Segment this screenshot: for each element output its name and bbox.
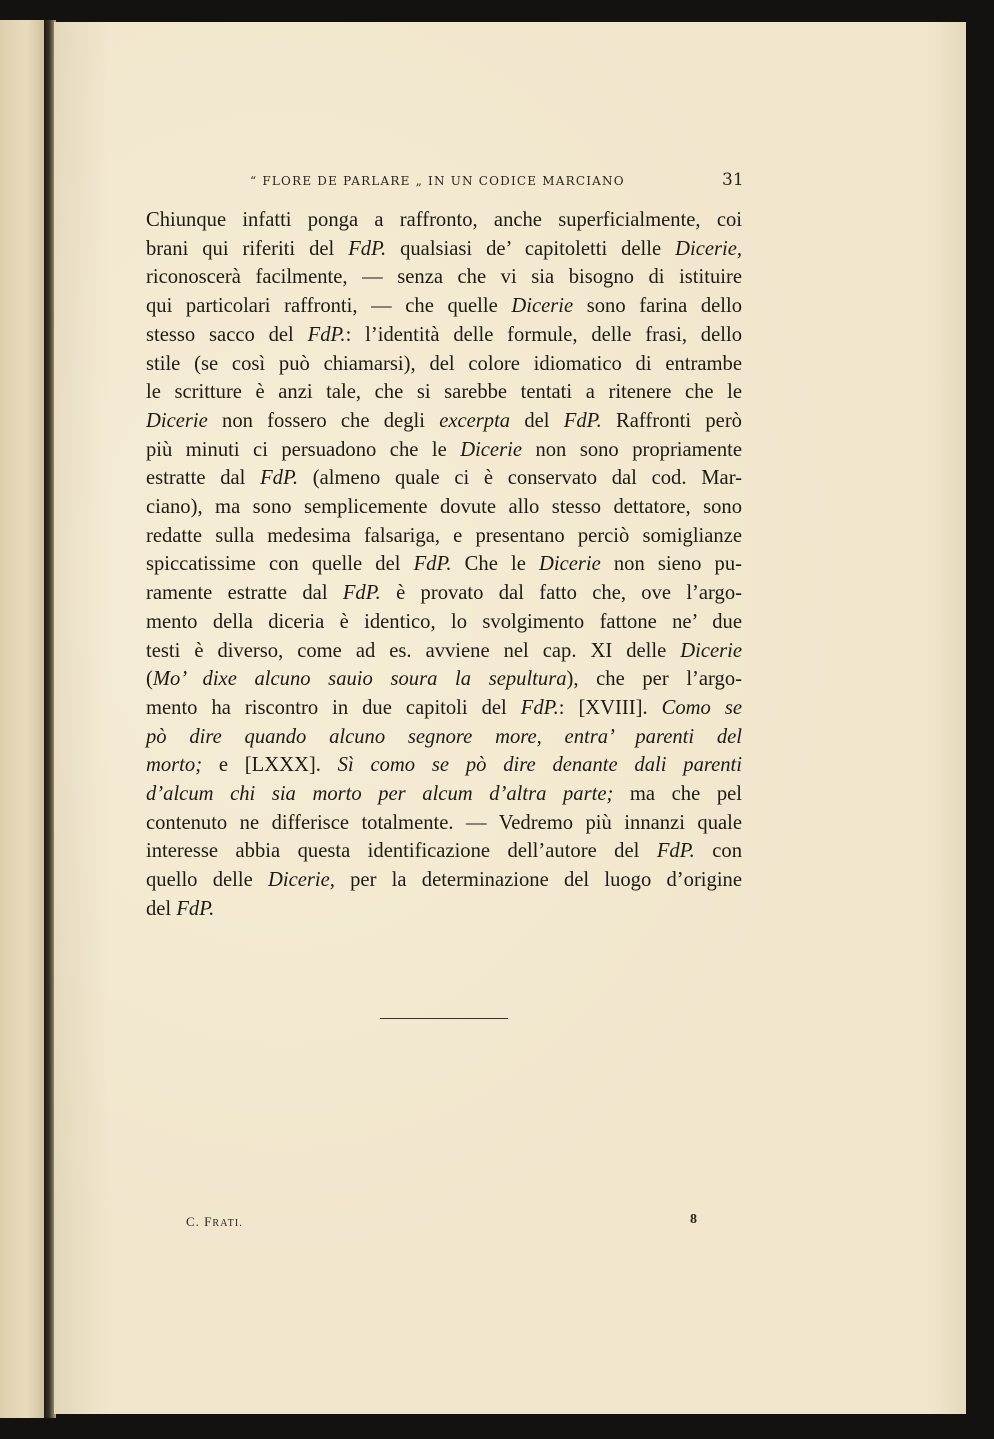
text-line <box>146 292 742 321</box>
text-line <box>146 665 742 694</box>
italic-text-segment: FdP. <box>656 840 695 863</box>
text-line <box>146 263 742 292</box>
running-title: “ FLORE DE PARLARE „ IN UN CODICE MARCIANO <box>250 174 625 188</box>
text-segment: ma che pel <box>613 783 742 806</box>
text-segment: ( <box>146 668 153 691</box>
text-line <box>146 866 742 895</box>
section-rule <box>380 1018 508 1019</box>
text-segment: per la determinazione del luogo d’origine <box>334 869 742 892</box>
text-line <box>146 809 742 838</box>
text-segment: mento ha riscontro in due capitoli del <box>146 696 521 719</box>
author-signature-line <box>186 1214 243 1230</box>
text-segment: e [LXXX]. <box>202 754 338 777</box>
text-segment: contenuto ne differisce totalmente. — Vedremo più innanzi quale <box>146 811 742 834</box>
italic-text-segment: morto; <box>146 754 203 777</box>
text-segment: stile (se così può chiamarsi), del colore idiomatico di entrambe <box>146 352 742 375</box>
previous-page-edge <box>0 20 46 1418</box>
text-segment: : l’identità delle formule, delle frasi, dello <box>345 323 742 346</box>
italic-text-segment: FdP. <box>563 409 602 432</box>
text-segment: del <box>146 897 177 920</box>
italic-text-segment: FdP. <box>413 553 452 576</box>
text-line <box>146 436 742 465</box>
author-surname: RATI. <box>212 1218 244 1229</box>
text-line <box>146 464 742 493</box>
text-line <box>146 637 742 666</box>
text-segment: non sieno pu- <box>600 553 742 576</box>
text-segment: riconoscerà facilmente, — senza che vi sia bisogno di istituire <box>146 266 742 289</box>
italic-text-segment: d’alcum chi sia morto per alcum d’altra parte; <box>146 783 614 806</box>
text-segment: sono farina dello <box>573 295 742 318</box>
text-segment: non sono propriamente <box>521 438 742 461</box>
italic-text-segment: Dicerie <box>460 438 522 461</box>
printer-signature-mark: 8 <box>690 1212 697 1227</box>
text-segment: spiccatissime con quelle del <box>146 553 414 576</box>
text-line <box>146 723 742 752</box>
italic-text-segment: Dicerie <box>146 409 208 432</box>
italic-text-segment: Como se <box>661 696 742 719</box>
text-segment: Chiunque infatti ponga a raffronto, anche superficialmente, coi <box>146 209 742 231</box>
italic-text-segment: FdP. <box>342 582 381 605</box>
text-line <box>146 579 742 608</box>
text-segment: mento della diceria è identico, lo svolgimento fattone ne’ due <box>146 610 742 633</box>
text-segment: Raffronti però <box>601 409 742 432</box>
italic-text-segment: Dicerie <box>511 295 574 318</box>
text-segment: con <box>694 840 742 863</box>
italic-text-segment: Sì como se pò dire denante dali parenti <box>337 754 742 777</box>
text-line <box>146 837 742 866</box>
text-segment: brani qui riferiti del <box>146 237 349 260</box>
book-page <box>54 22 966 1414</box>
text-segment: : [XVIII]. <box>558 696 662 719</box>
text-segment: non fossero che degli <box>207 409 440 432</box>
text-line <box>146 751 742 780</box>
italic-text-segment: Dicerie <box>538 553 601 576</box>
body-paragraph <box>146 206 742 924</box>
text-segment: qualsiasi de’ capitoletti delle <box>386 237 676 260</box>
text-segment: stesso sacco del <box>146 323 308 346</box>
text-segment: interesse abbia questa identificazione dell’autore del <box>146 840 657 863</box>
text-line <box>146 522 742 551</box>
text-line <box>146 895 742 924</box>
text-segment: del <box>510 409 564 432</box>
text-segment: (almeno quale ci è conservato dal cod. Mar- <box>298 467 742 490</box>
italic-text-segment: FdP. <box>260 467 299 490</box>
text-segment: è provato dal fatto che, ove l’argo- <box>380 582 742 605</box>
text-line <box>146 694 742 723</box>
text-line <box>146 350 742 379</box>
italic-text-segment: pò dire quando alcuno segnore more, entra’ parenti del <box>146 725 742 748</box>
italic-text-segment: Dicerie <box>680 639 742 662</box>
text-line <box>146 321 742 350</box>
italic-text-segment: FdP. <box>176 897 215 920</box>
text-line <box>146 378 742 407</box>
text-line <box>146 608 742 637</box>
text-line <box>146 780 742 809</box>
text-segment: redatte sulla medesima falsariga, e presentano perciò somiglianze <box>146 524 742 547</box>
author-initial: C. F <box>186 1214 213 1229</box>
text-segment: più minuti ci persuadono che le <box>146 438 461 461</box>
italic-text-segment: excerpta <box>439 409 511 432</box>
italic-text-segment: FdP. <box>520 696 559 719</box>
text-segment: qui particolari raffronti, — che quelle <box>146 295 512 318</box>
text-line <box>146 407 742 436</box>
text-line <box>146 206 742 235</box>
italic-text-segment: Dicerie, <box>267 869 335 892</box>
text-line <box>146 235 742 264</box>
text-line <box>146 550 742 579</box>
text-segment: le scritture è anzi tale, che si sarebbe tentati a ritenere che le <box>146 381 742 404</box>
italic-text-segment: FdP. <box>348 237 387 260</box>
page-number: 31 <box>722 170 744 190</box>
italic-text-segment: FdP. <box>307 323 346 346</box>
text-segment: ciano), ma sono semplicemente dovute allo stesso dettatore, sono <box>146 496 742 519</box>
italic-text-segment: Dicerie, <box>675 237 742 260</box>
text-segment: quello delle <box>146 869 268 892</box>
text-segment: testi è diverso, come ad es. avviene nel cap. XI delle <box>146 639 681 662</box>
text-segment: estratte dal <box>146 467 261 490</box>
text-segment: Che le <box>451 553 539 576</box>
text-segment: ramente estratte dal <box>146 582 343 605</box>
italic-text-segment: Mo’ dixe alcuno sauio soura la sepultura <box>152 668 567 691</box>
text-line <box>146 493 742 522</box>
page-header <box>54 172 966 194</box>
text-segment: ), che per l’argo- <box>566 668 742 691</box>
